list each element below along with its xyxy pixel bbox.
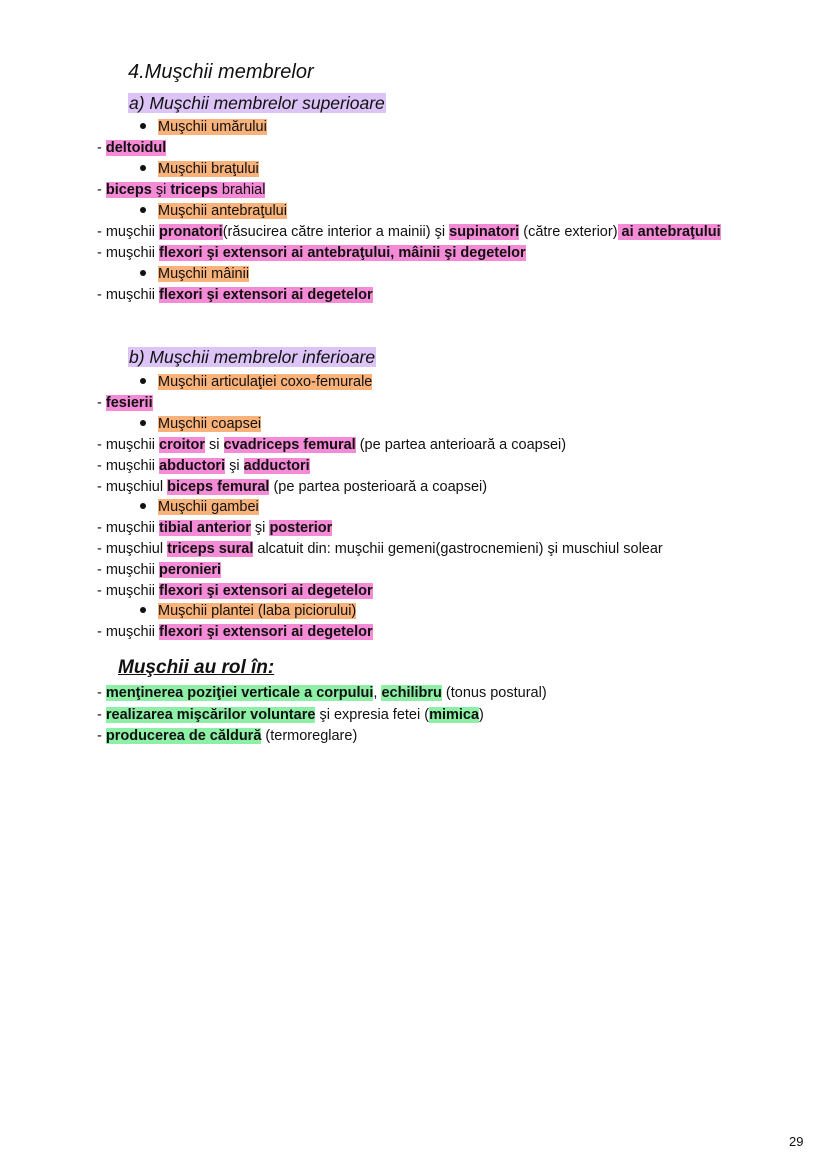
bullet-icon — [140, 207, 146, 213]
list-item: - realizarea mişcărilor voluntare şi expresia fetei (mimica) — [97, 707, 484, 723]
section-a-heading: a) Muşchii membrelor superioare — [129, 93, 385, 113]
bullet-icon — [140, 420, 146, 426]
list-item: Muşchii mâinii — [140, 265, 249, 283]
list-item: - muşchii abductori şi adductori — [97, 458, 310, 474]
list-item: - menţinerea poziţiei verticale a corpului, echilibru (tonus postural) — [97, 685, 547, 701]
list-item: - muşchii flexori şi extensori ai degetelor — [97, 583, 373, 599]
roles-heading: Muşchii au rol în: — [118, 657, 275, 678]
list-item: Muşchii gambei — [140, 498, 259, 516]
bullet-icon — [140, 607, 146, 613]
list-item: Muşchii umărului — [140, 118, 267, 136]
page-number: 29 — [789, 1134, 804, 1149]
list-item: Muşchii braţului — [140, 160, 259, 178]
section-b-heading: b) Muşchii membrelor inferioare — [129, 347, 376, 367]
list-item: - deltoidul — [97, 140, 167, 156]
list-item: - muşchii peronieri — [97, 562, 222, 578]
list-item: - muşchii flexori şi extensori ai degetelor — [97, 624, 373, 640]
list-item: - fesierii — [97, 395, 153, 411]
list-item: Muşchii coapsei — [140, 415, 261, 433]
list-item: - muşchiul biceps femural (pe partea posterioară a coapsei) — [97, 479, 488, 495]
page-title: 4.Muşchii membrelor — [128, 61, 314, 83]
bullet-icon — [140, 378, 146, 384]
bullet-icon — [140, 503, 146, 509]
list-item: - muşchiul triceps sural alcatuit din: muşchii gemeni(gastrocnemieni) şi muschiul solear — [97, 541, 663, 557]
bullet-icon — [140, 123, 146, 129]
list-item: - biceps şi triceps brahial — [97, 182, 266, 198]
list-item: - muşchii croitor si cvadriceps femural (pe partea anterioară a coapsei) — [97, 437, 567, 453]
list-item: - muşchii flexori şi extensori ai antebraţului, mâinii şi degetelor — [97, 245, 526, 261]
list-item: - muşchii tibial anterior şi posterior — [97, 520, 333, 536]
bullet-icon — [140, 270, 146, 276]
list-item: Muşchii antebraţului — [140, 202, 287, 220]
list-item: Muşchii articulaţiei coxo-femurale — [140, 373, 372, 391]
list-item: Muşchii plantei (laba piciorului) — [140, 602, 356, 620]
list-item: - muşchii flexori şi extensori ai degetelor — [97, 287, 373, 303]
list-item: - producerea de căldură (termoreglare) — [97, 728, 358, 744]
bullet-icon — [140, 165, 146, 171]
list-item: - muşchii pronatori(răsucirea către interior a mainii) şi supinatori (către exterior) ai antebraţului — [97, 224, 721, 240]
